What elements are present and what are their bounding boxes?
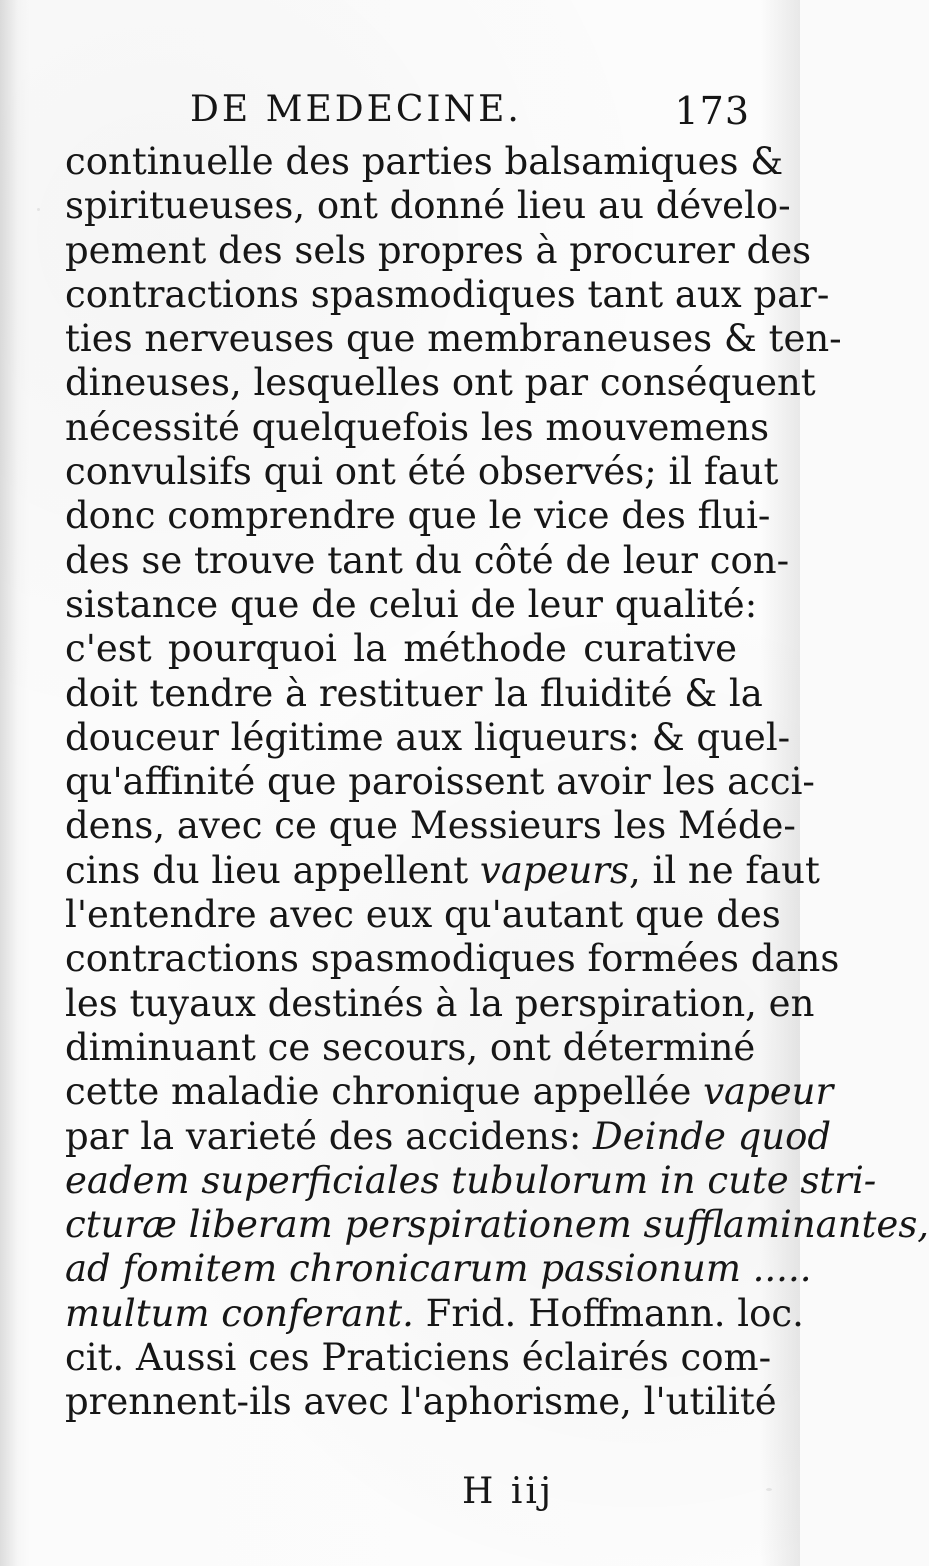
italic-text: ad fomitem chronicarum passionum ..... [65,1247,812,1291]
text-line [65,760,815,804]
roman-text: douceur légitime aux liqueurs: & quel- [65,715,791,759]
roman-text: par la varieté des accidens: [65,1114,594,1158]
roman-text: ties nerveuses que membraneuses & ten- [65,317,842,361]
text-line [65,893,781,937]
text-line [65,715,791,760]
italic-text: vapeur [703,1070,834,1114]
roman-text: des se trouve tant du côté de leur con- [65,538,790,582]
signature-mark: H iij [462,1471,555,1512]
paper-speck [37,208,40,211]
roman-text: pement des sels propres à procurer des [65,228,812,272]
text-line [65,627,737,671]
text-line [65,405,770,450]
roman-text: qu'affinité que paroissent avoir les acci- [65,760,815,804]
text-line [65,361,816,405]
paper-speck [108,300,112,304]
text-line [65,804,796,848]
text-line [65,1380,777,1424]
text-line [65,671,763,716]
roman-text: cette maladie chronique appellée [65,1070,704,1114]
text-line [65,1247,812,1291]
italic-text: eadem superficiales tubulorum in cute stri- [65,1158,877,1202]
text-line [65,937,840,981]
text-line [65,1158,877,1203]
paper-speck [766,1488,772,1491]
roman-text: spiritueuses, ont donné lieu au dévelo- [65,184,791,228]
italic-text: vapeurs [479,848,629,892]
roman-text: sistance que de celui de leur qualité: [65,582,758,626]
roman-text: prennent-ils avec l'aphorisme, l'utilité [65,1380,777,1424]
text-line [65,1336,772,1380]
text-line [65,1114,832,1159]
roman-text: continuelle des parties balsamiques & [65,140,784,183]
roman-text: c'est pourquoi la méthode curative [65,627,737,671]
running-head: DE MEDECINE. [190,89,522,130]
roman-text: cit. Aussi ces Praticiens éclairés com- [65,1336,772,1380]
roman-text: cins du lieu appellent [65,848,480,892]
body-text [65,140,929,1425]
text-line [65,140,784,184]
text-line [65,450,779,494]
italic-text: Deinde quod [593,1114,832,1158]
roman-text: Frid. Hoffmann. loc. [413,1291,804,1335]
text-line [65,184,791,228]
text-line [65,1291,804,1336]
text-line [65,981,815,1026]
text-line [65,272,830,317]
roman-text: doit tendre à restituer la fluidité & la [65,671,763,715]
roman-text: contractions spasmodiques tant aux par- [65,272,830,316]
text-line [65,848,820,893]
roman-text: donc comprendre que le vice des flui- [65,494,771,538]
page-gutter-shadow [0,0,18,1566]
page-number: 173 [674,89,750,133]
roman-text: nécessité quelquefois les mouvemens [65,405,770,449]
roman-text: diminuant ce secours, ont déterminé [65,1025,756,1069]
text-line [65,1070,834,1114]
roman-text: dineuses, lesquelles ont par conséquent [65,361,816,405]
text-line [65,228,812,273]
roman-text: dens, avec ce que Messieurs les Méde- [65,804,796,848]
text-line [65,317,842,361]
italic-text: cturæ liberam perspirationem sufflaminantes, [65,1203,929,1247]
roman-text: les tuyaux destinés à la perspiration, en [65,981,815,1025]
roman-text: l'entendre avec eux qu'autant que des [65,893,781,937]
roman-text: contractions spasmodiques formées dans [65,937,840,981]
text-line [65,494,771,538]
text-line [65,582,758,627]
text-line [65,1025,756,1070]
page-header [190,89,750,144]
roman-text: , il ne faut [628,848,820,892]
italic-text: multum conferant. [65,1291,414,1335]
text-line [65,538,790,583]
text-line [65,1203,929,1247]
roman-text: convulsifs qui ont été observés; il faut [65,450,779,494]
paper-speck [742,1396,747,1401]
